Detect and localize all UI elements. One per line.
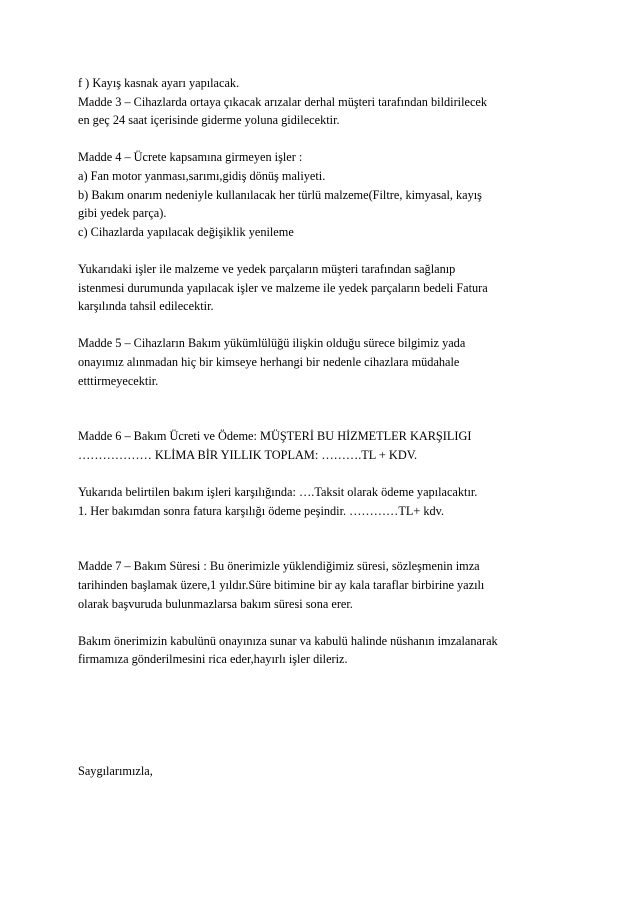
text-line: 1. Her bakımdan sonra fatura karşılığı ödeme peşindir. …………TL+ kdv. bbox=[78, 503, 445, 518]
paragraph-madde-5 bbox=[78, 334, 578, 390]
closing-salutation bbox=[78, 762, 578, 781]
paragraph-madde-3 bbox=[78, 74, 578, 130]
paragraph-madde-7 bbox=[78, 557, 578, 613]
text-line: Yukarıda belirtilen bakım işleri karşılığında: ….Taksit olarak ödeme yapılacaktır. bbox=[78, 485, 478, 500]
paragraph-payment bbox=[78, 483, 578, 520]
text-line: f ) Kayış kasnak ayarı yapılacak. bbox=[78, 76, 240, 90]
paragraph-madde-6 bbox=[78, 427, 578, 464]
text-line: Madde 4 – Ücrete kapsamına girmeyen işler : bbox=[78, 150, 303, 165]
text-line: Madde 3 – Cihazlarda ortaya çıkacak arızalar derhal müşteri tarafından bildirilecek bbox=[78, 94, 488, 109]
text-line: Bakım önerimizin kabulünü onayınıza sunar va kabulü halinde nüshanın imzalanarak bbox=[78, 633, 498, 648]
document-page bbox=[78, 74, 578, 781]
text-line: olarak başvuruda bulunmazlarsa bakım süresi sona erer. bbox=[78, 596, 353, 611]
text-line: a) Fan motor yanması,sarımı,gidiş dönüş maliyeti. bbox=[78, 168, 326, 183]
text-line: Madde 6 – Bakım Ücreti ve Ödeme: MÜŞTERİ BU HİZMETLER KARŞILIGI bbox=[78, 429, 472, 444]
text-line: c) Cihazlarda yapılacak değişiklik yenileme bbox=[78, 224, 294, 239]
paragraph-materials bbox=[78, 260, 578, 316]
text-line: istenmesi durumunda yapılacak işler ve malzeme ile yedek parçaların bedeli Fatura bbox=[78, 280, 488, 295]
text-line: Madde 5 – Cihazların Bakım yükümlülüğü ilişkin olduğu sürece bilgimiz yada bbox=[78, 336, 466, 351]
closing-text: Saygılarımızla, bbox=[78, 763, 153, 778]
text-line: onayımız alınmadan hiç bir kimseye herhangi bir nedenle cihazlara müdahale bbox=[78, 354, 460, 369]
text-line: gibi yedek parça). bbox=[78, 206, 167, 221]
text-line: ……………… KLİMA BİR YILLIK TOPLAM: ……….TL + KDV. bbox=[78, 447, 418, 462]
text-line: en geç 24 saat içerisinde giderme yoluna gidilecektir. bbox=[78, 113, 340, 128]
text-line: Madde 7 – Bakım Süresi : Bu önerimizle yüklendiğimiz süresi, sözleşmenin imza bbox=[78, 559, 480, 574]
paragraph-madde-4 bbox=[78, 148, 578, 241]
text-line: karşılında tahsil edilecektir. bbox=[78, 299, 214, 314]
text-line: tarihinden başlamak üzere,1 yıldır.Süre bitimine bir ay kala taraflar birbirine yazılı bbox=[78, 578, 485, 593]
paragraph-acceptance bbox=[78, 632, 578, 669]
text-line: firmamıza gönderilmesini rica eder,hayırlı işler dileriz. bbox=[78, 652, 348, 667]
text-line: b) Bakım onarım nedeniyle kullanılacak her türlü malzeme(Filtre, kimyasal, kayış bbox=[78, 187, 482, 202]
text-line: etttirmeyecektir. bbox=[78, 373, 159, 388]
text-line: Yukarıdaki işler ile malzeme ve yedek parçaların müşteri tarafından sağlanıp bbox=[78, 261, 456, 276]
